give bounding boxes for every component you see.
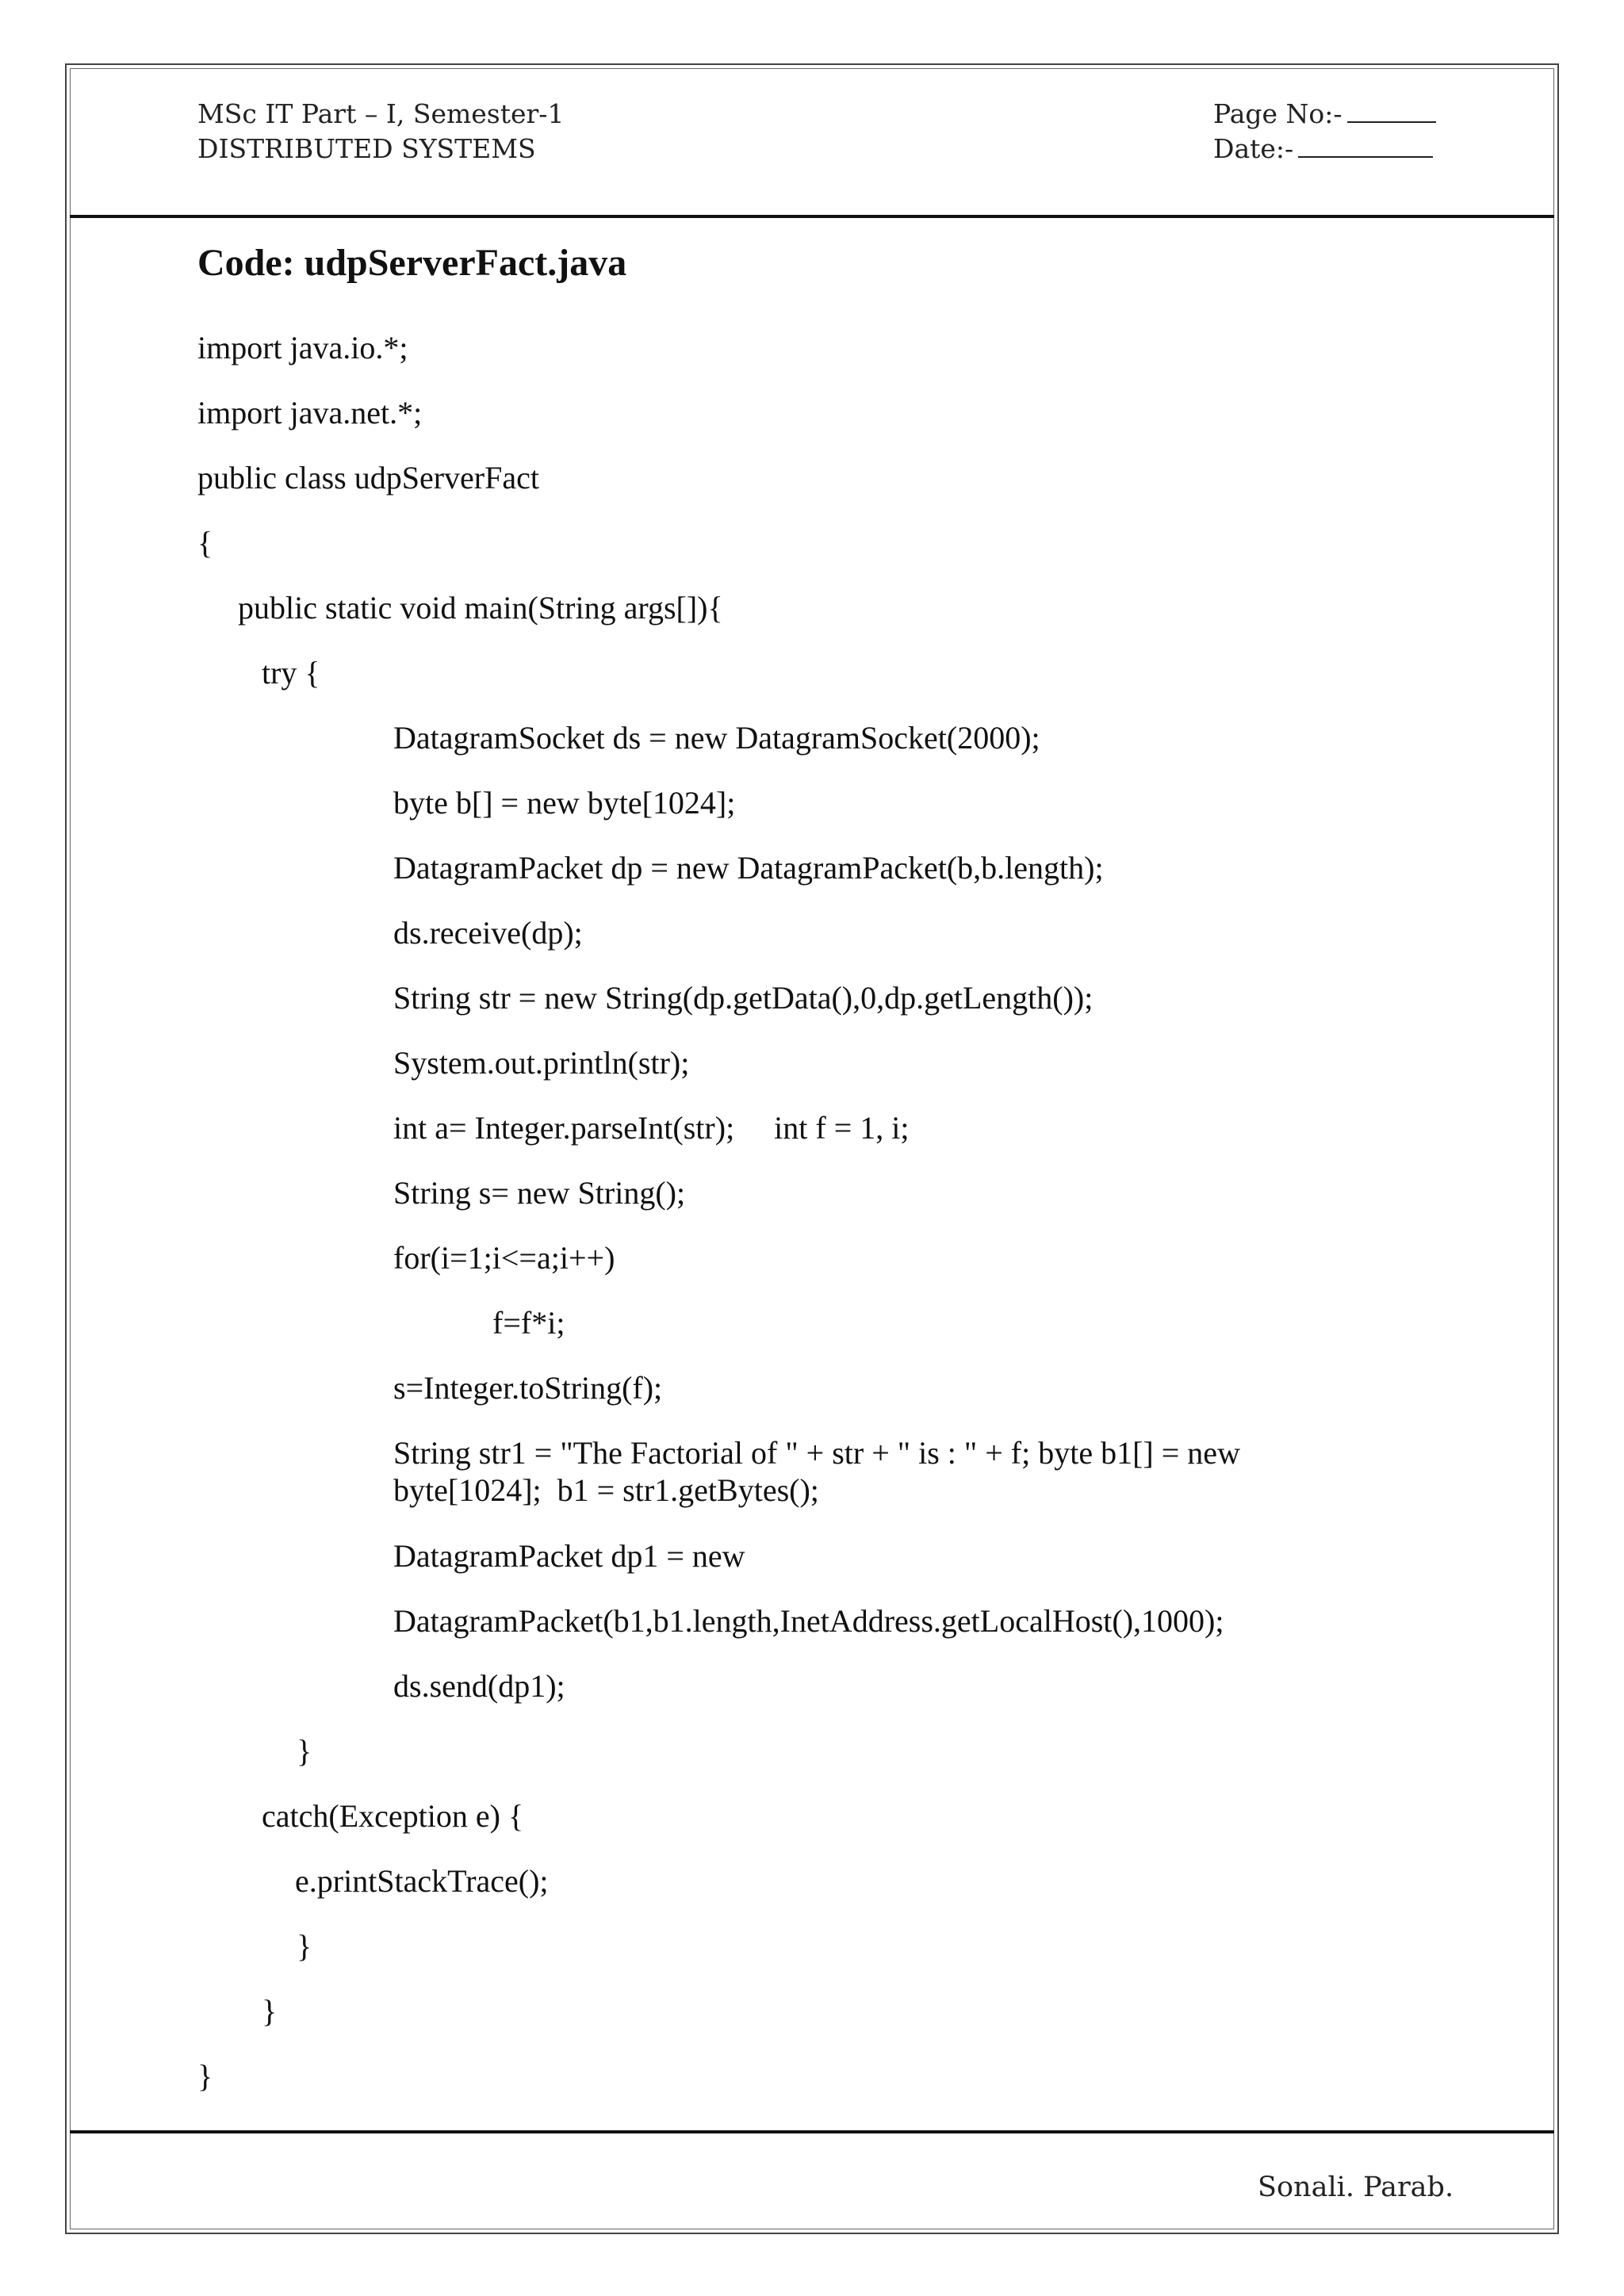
footer-author: Sonali. Parab. [1258,2172,1454,2203]
code-line: } [297,1928,312,1964]
code-line: import java.io.*; [197,330,408,365]
date-label: Date:- [1213,133,1294,164]
course-label: MSc IT Part – I, Semester-1 [197,98,565,129]
code-line: } [262,1993,278,2029]
code-line: DatagramPacket dp = new DatagramPacket(b,b.length); [393,850,1104,886]
code-line: byte[1024]; b1 = str1.getBytes(); [393,1472,819,1508]
code-line: } [197,2058,213,2094]
footer-divider [70,2130,1554,2133]
code-line: s=Integer.toString(f); [393,1370,663,1406]
code-line: try { [262,655,320,691]
code-line: f=f*i; [492,1305,565,1341]
header-divider [70,215,1554,218]
code-line: String str1 = "The Factorial of " + str + " is : " + f; byte b1[] = new [393,1435,1240,1471]
code-line: DatagramPacket(b1,b1.length,InetAddress.getLocalHost(),1000); [393,1603,1224,1639]
code-line: { [197,525,213,561]
code-line: byte b[] = new byte[1024]; [393,785,736,821]
code-line: public class udpServerFact [197,460,539,496]
date-blank [1298,132,1433,158]
page-no-blank [1347,98,1436,123]
code-line: e.printStackTrace(); [295,1863,549,1899]
code-line: for(i=1;i<=a;i++) [393,1240,615,1276]
code-title: Code: udpServerFact.java [197,242,627,284]
header-left [197,97,564,166]
page-no-field [1213,97,1436,132]
code-line: } [297,1733,312,1769]
header-right [1213,97,1436,166]
code-line: ds.receive(dp); [393,915,583,951]
code-line: public static void main(String args[]){ [238,590,723,626]
code-line: String str = new String(dp.getData(),0,dp.getLength()); [393,980,1094,1016]
date-field [1213,132,1436,166]
code-line: DatagramPacket dp1 = new [393,1538,745,1574]
page-no-label: Page No:- [1213,98,1342,129]
code-line: import java.net.*; [197,395,423,430]
code-line: catch(Exception e) { [262,1798,524,1834]
code-line: System.out.println(str); [393,1045,690,1081]
subject-label: DISTRIBUTED SYSTEMS [197,133,536,164]
code-line: int a= Integer.parseInt(str); int f = 1, i; [393,1110,910,1146]
code-line: ds.send(dp1); [393,1668,565,1704]
code-line: DatagramSocket ds = new DatagramSocket(2000); [393,720,1040,756]
code-line: String s= new String(); [393,1175,686,1211]
page-border-inner [70,68,1554,2229]
